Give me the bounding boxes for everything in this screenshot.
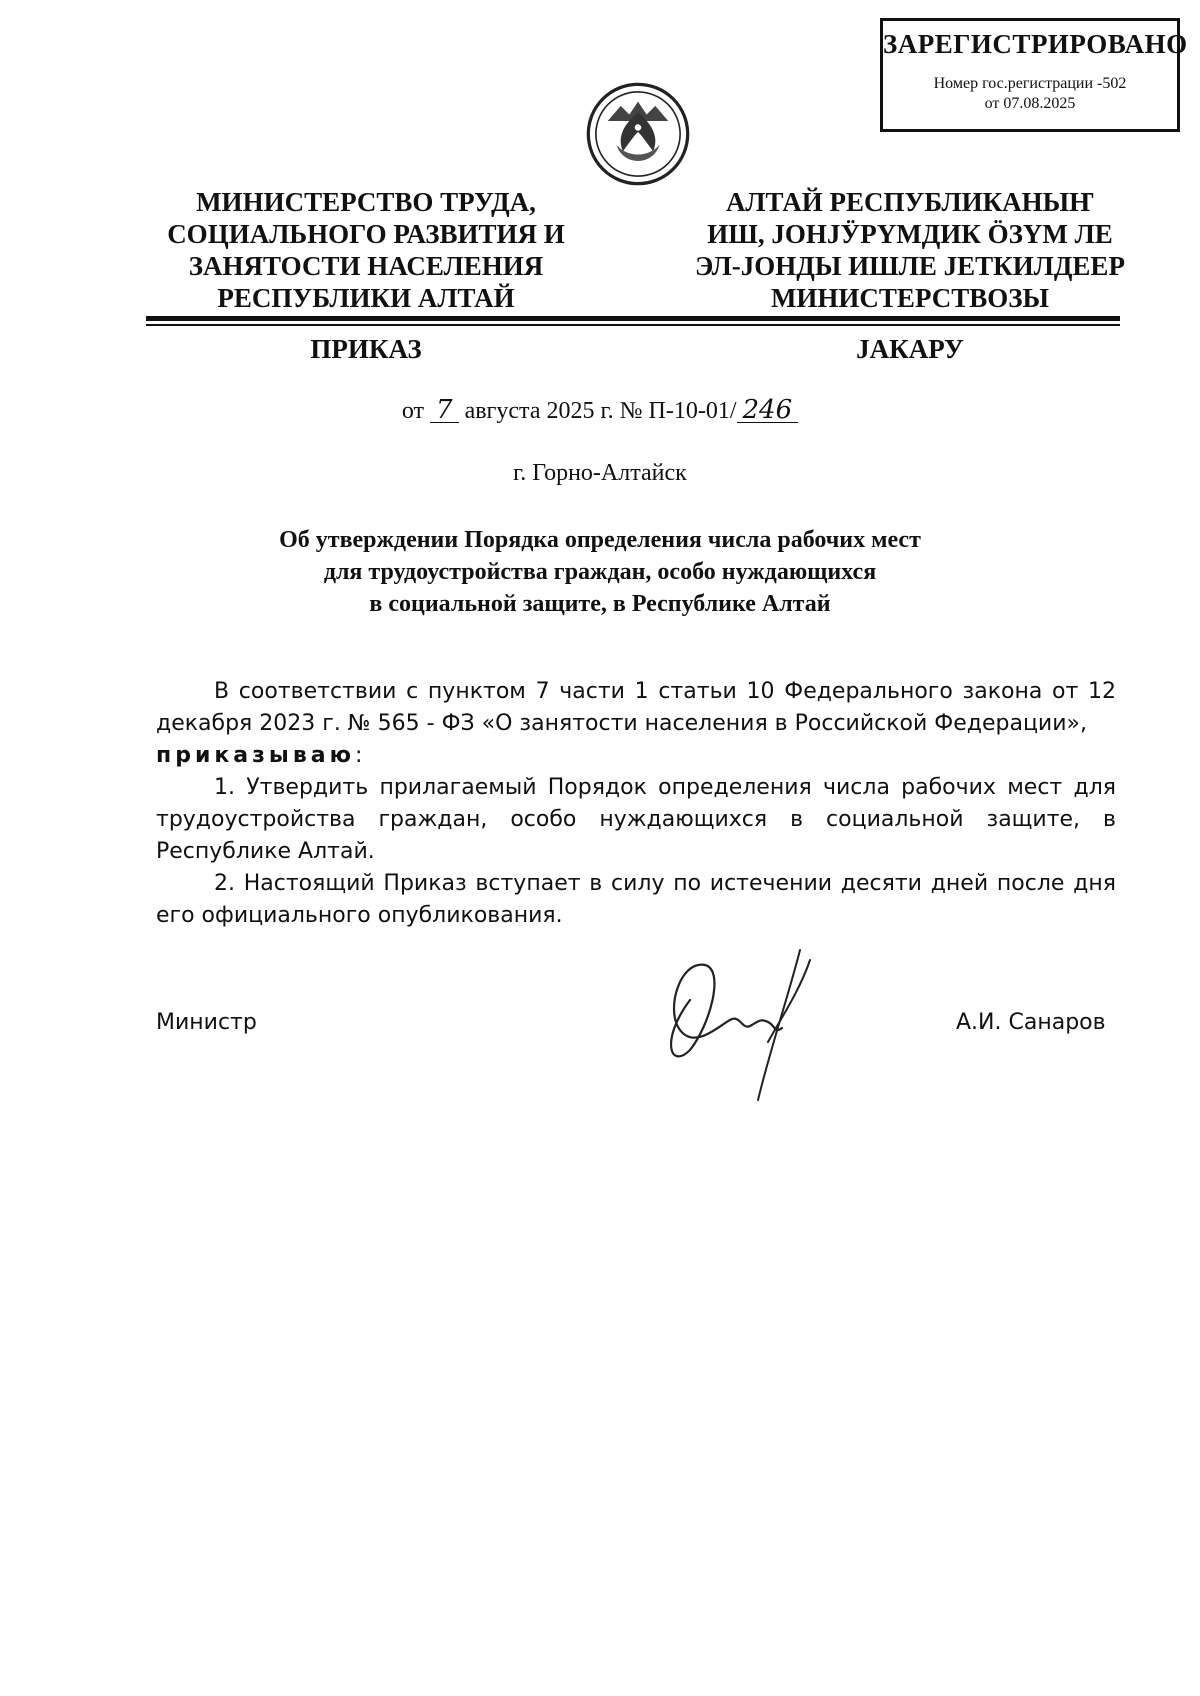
item-2: 2. Настоящий Приказ вступает в силу по истечении десяти дней после дня его официального опубликования. [156,871,1116,928]
ministry-name-altai [690,186,1130,314]
handwritten-number: 246 [737,398,799,423]
stamp-reg-number: Номер гос.регистрации -502 [933,75,1127,92]
stamp-reg-date: от 07.08.2025 [984,95,1076,112]
org-line: СОЦИАЛЬНОГО РАЗВИТИЯ И [167,219,565,249]
header-divider [146,316,1120,321]
org-line: РЕСПУБЛИКИ АЛТАЙ [217,283,515,313]
header-divider-thin [146,324,1120,326]
doc-type-altai: ЈАКАРУ [856,334,964,364]
org-line: АЛТАЙ РЕСПУБЛИКАНЫҤ [725,187,1095,217]
emblem-icon [584,80,692,188]
date-prefix: от [401,398,425,424]
handwritten-signature-icon [650,930,870,1110]
org-line: МИНИСТЕРСТВОЗЫ [770,283,1050,313]
title-line: в социальной защите, в Республике Алтай [369,591,831,617]
org-line: МИНИСТЕРСТВО ТРУДА, [196,187,536,217]
ministry-name-russian [146,186,586,314]
org-line: ЭЛ-ЈОНДЫ ИШЛЕ ЈЕТКИЛДЕЕР [695,251,1125,281]
signer-name: А.И. Санаров [956,1010,1106,1035]
stamp-title: ЗАРЕГИСТРИРОВАНО [883,29,1188,59]
order-word-line [156,740,1116,772]
handwritten-day: 7 [430,398,459,423]
title-line: Об утверждении Порядка определения числа рабочих мест [279,527,921,553]
order-title [200,524,1000,620]
item-1: 1. Утвердить прилагаемый Порядок определения числа рабочих мест для трудоустройства граждан, особо нуждающихся в социальной защите, в Республике Алтай. [156,775,1116,864]
signer-role: Министр [156,1010,257,1035]
registration-stamp [880,18,1188,132]
order-body [156,676,1116,932]
title-line: для трудоустройства граждан, особо нуждающихся [323,559,877,585]
order-word: приказываю [156,743,355,768]
order-date-number [300,395,900,425]
org-line: ЗАНЯТОСТИ НАСЕЛЕНИЯ [188,251,544,281]
intro-paragraph: В соответствии с пунктом 7 части 1 статьи 10 Федерального закона от 12 декабря 2023 г. № 565 - ФЗ «О занятости населения в Российской Федерации», [156,679,1116,736]
city-line: г. Горно-Алтайск [513,460,687,486]
order-colon: : [354,743,363,768]
org-line: ИШ, ЈОНЈӰРҮМДИК ӦЗҮМ ЛЕ [707,219,1113,249]
doc-type-russian: ПРИКАЗ [310,334,422,364]
date-middle: августа 2025 г. № П-10-01/ [464,398,737,424]
